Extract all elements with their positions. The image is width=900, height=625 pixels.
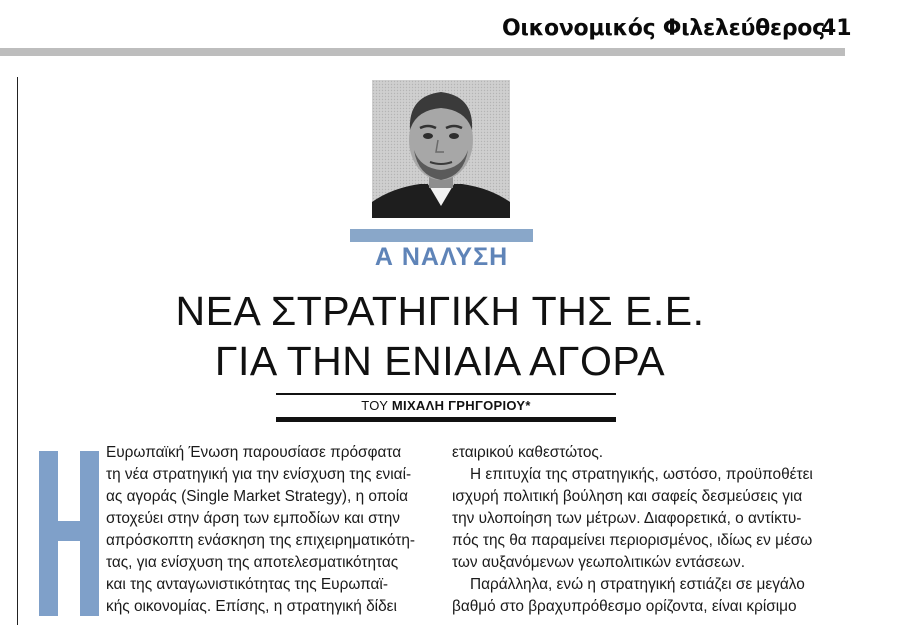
text-line: στοχεύει στην άρση των εμποδίων και στην xyxy=(106,510,400,527)
column-divider xyxy=(17,77,18,625)
byline-author: ΜΙΧΑΛΗ ΓΡΗΓΟΡΙΟΥ* xyxy=(391,398,531,413)
text-line: απρόσκοπτη ενάσκηση της επιχειρηματικότη- xyxy=(106,532,416,549)
kicker-bar xyxy=(350,229,533,242)
text-line: τας, για ενίσχυση της αποτελεσματικότητας xyxy=(106,554,399,571)
text-line: εταιρικού καθεστώτος. xyxy=(452,444,604,461)
section-kicker: Α ΝΑΛΥΣΗ xyxy=(374,243,509,271)
text-line: βαθμό στο βραχυπρόθεσμο ορίζοντα, είναι κρίσιμο xyxy=(452,598,797,615)
text-line: τη νέα στρατηγική για την ενίσχυση της ενιαί- xyxy=(106,466,412,483)
text-line: την υλοποίηση των μέτρων. Διαφορετικά, ο αντίκτυ- xyxy=(452,510,802,527)
masthead-rule xyxy=(0,48,845,56)
text-line: Ευρωπαϊκή Ένωση παρουσίασε πρόσφατα xyxy=(106,444,402,461)
article-column-2 xyxy=(452,442,840,618)
author-photo xyxy=(372,80,510,218)
drop-cap xyxy=(39,451,99,616)
page-number: 41 xyxy=(821,16,852,41)
text-line: ας αγοράς (Single Market Strategy), η οποία xyxy=(106,488,409,505)
byline-rule-bottom xyxy=(276,417,616,422)
publication-title: Οικονομικός Φιλελεύθερος xyxy=(502,16,825,41)
headline-line-2: ΓΙΑ ΤΗΝ ΕΝΙΑΙΑ ΑΓΟΡΑ xyxy=(214,338,666,384)
masthead xyxy=(0,0,900,54)
byline-prefix: ΤΟΥ xyxy=(361,398,392,413)
text-line: των αυξανόμενων γεωπολιτικών εντάσεων. xyxy=(452,554,745,571)
byline-rule-top xyxy=(276,393,616,395)
text-line: κής οικονομίας. Επίσης, η στρατηγική δίδει xyxy=(106,598,397,615)
text-line: και της ανταγωνιστικότητας της Ευρωπαϊ- xyxy=(106,576,388,593)
text-line: Η επιτυχία της στρατηγικής, ωστόσο, προϋποθέτει xyxy=(470,466,813,483)
headline-line-1: ΝΕΑ ΣΤΡΑΤΗΓΙΚΗ ΤΗΣ Ε.Ε. xyxy=(175,288,705,334)
text-line: ισχυρή πολιτική βούληση και σαφείς δεσμεύσεις για xyxy=(452,488,803,505)
byline xyxy=(276,398,616,413)
text-line: Παράλληλα, ενώ η στρατηγική εστιάζει σε μεγάλο xyxy=(470,576,805,593)
article-column-1 xyxy=(106,442,432,618)
text-line: πός της θα παραμείνει περιορισμένος, ιδίως εν μέσω xyxy=(452,532,813,549)
article-headline xyxy=(100,286,780,386)
